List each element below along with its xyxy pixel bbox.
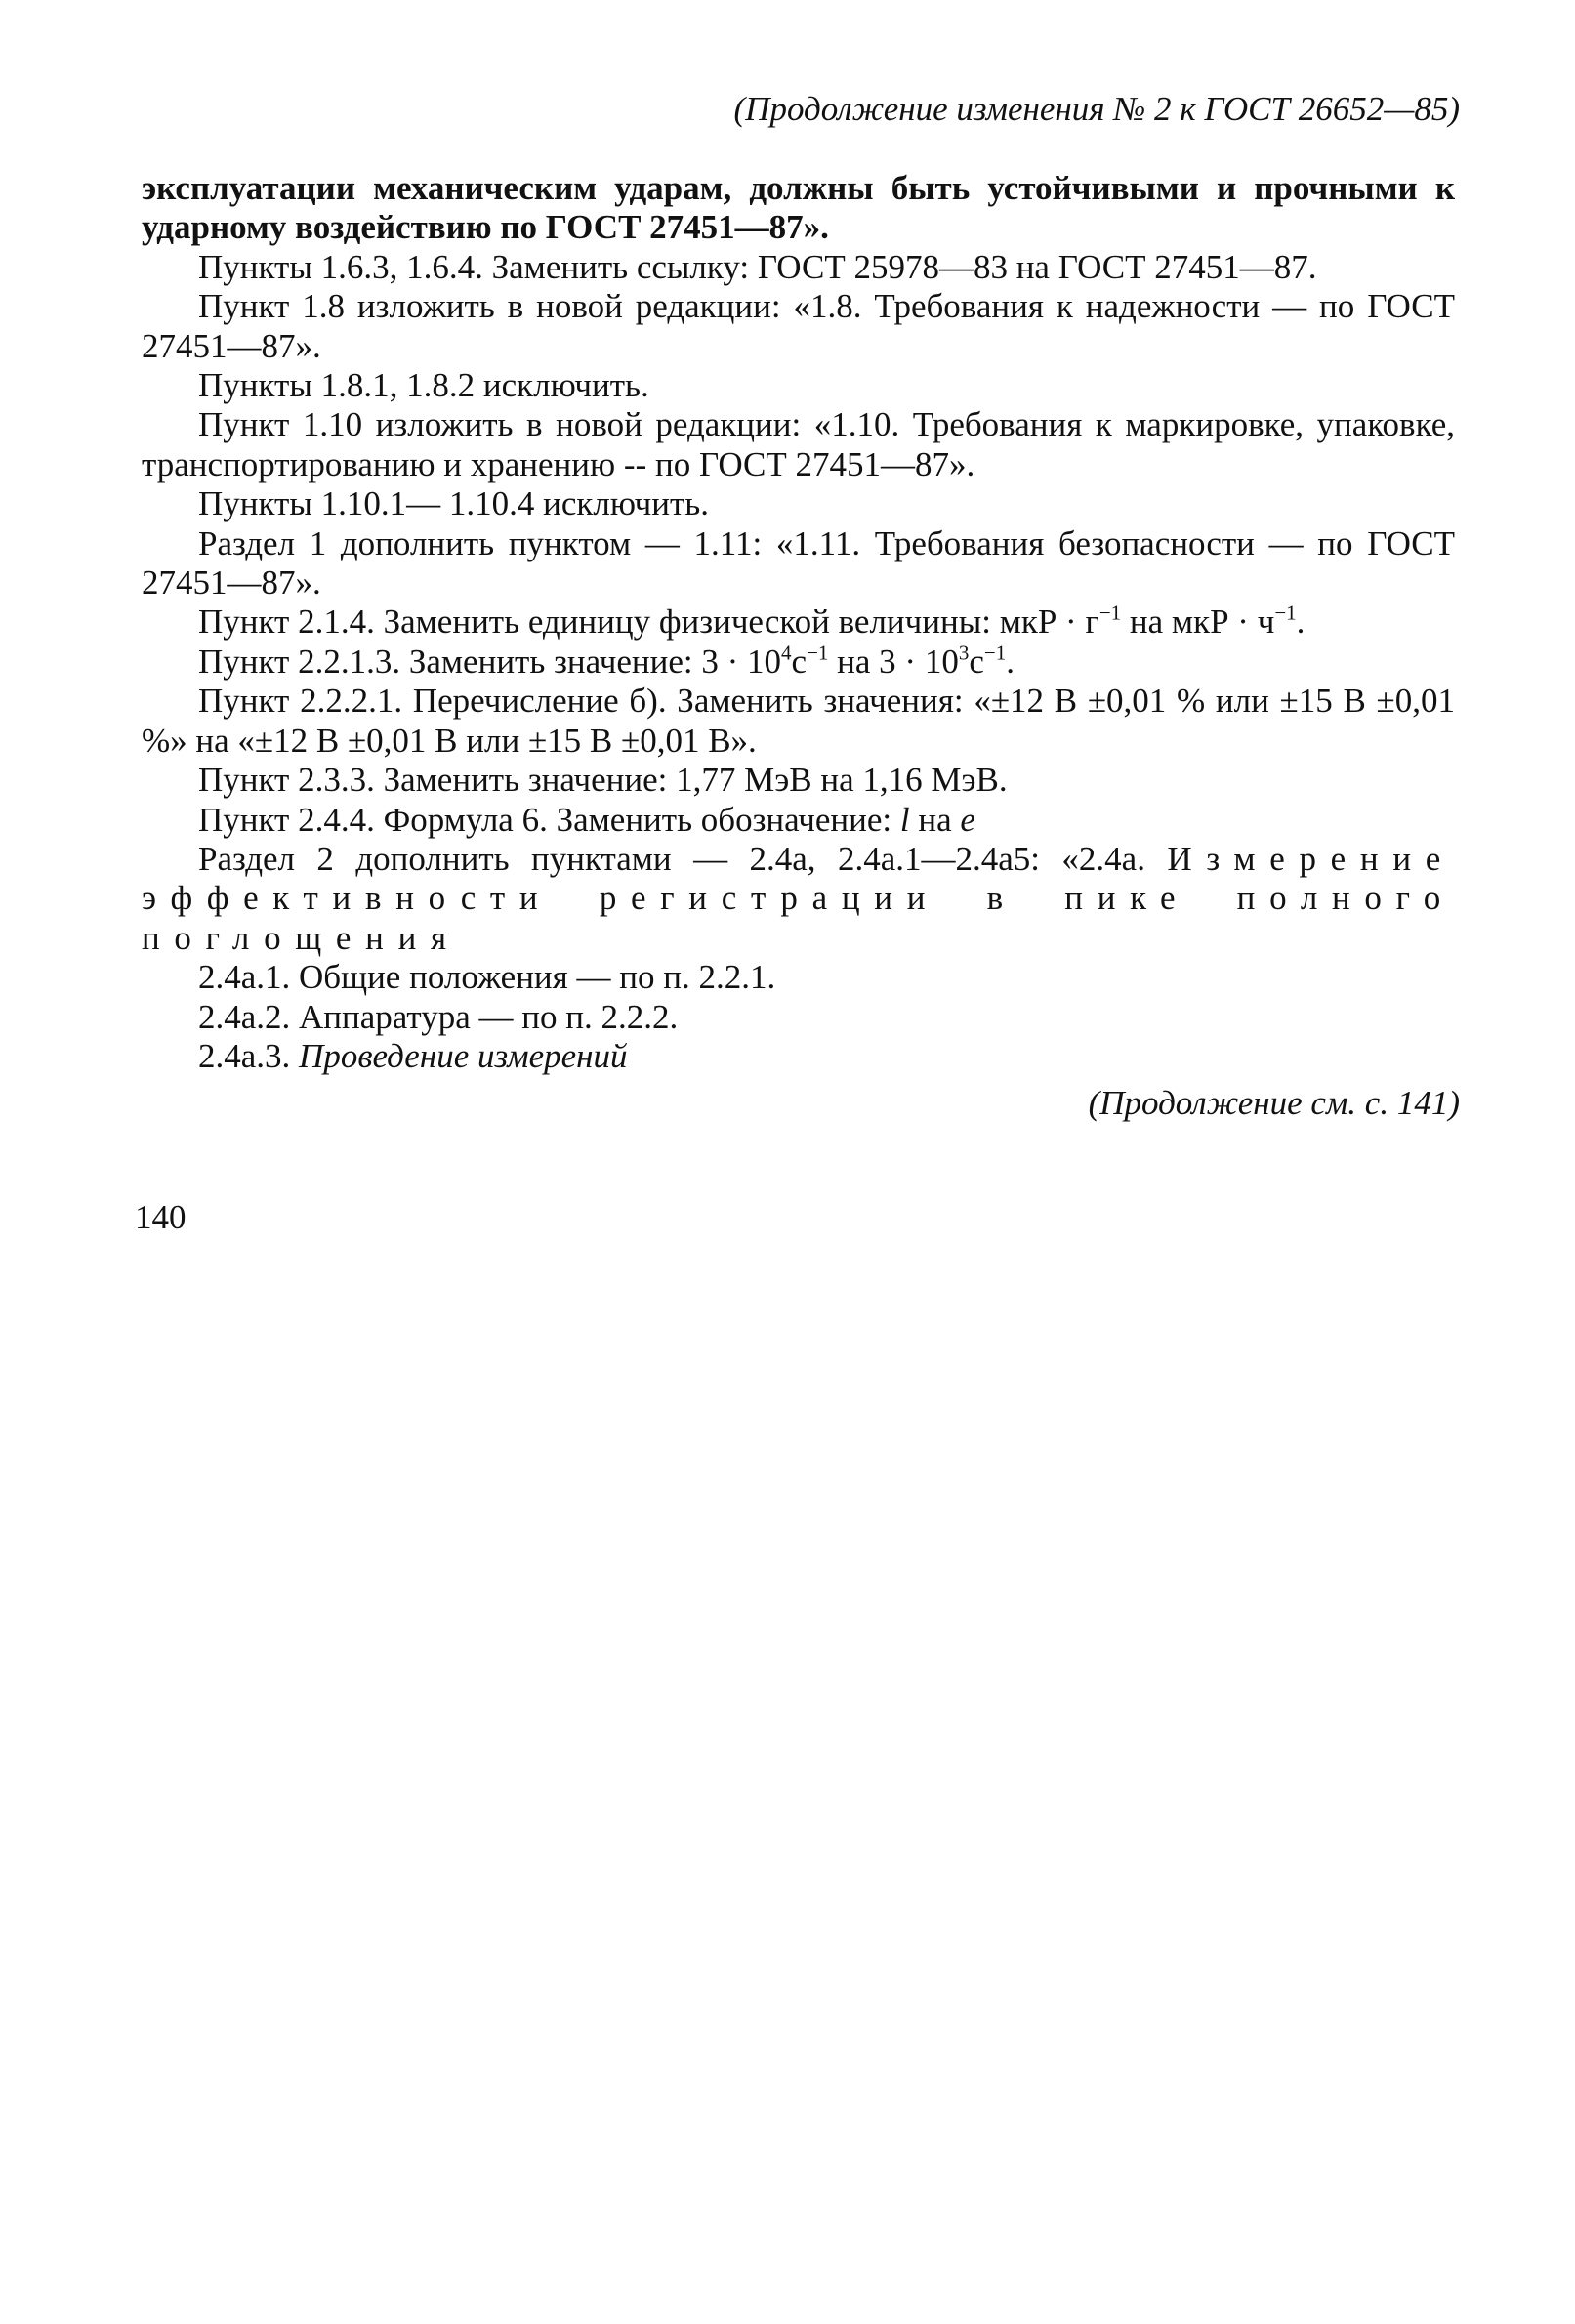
p09-text-mid-2: на 3 · 10: [828, 642, 959, 681]
p09-text-post: .: [1006, 642, 1015, 681]
p09-superscript-3: 3: [958, 641, 970, 665]
page-number: 140: [135, 1198, 187, 1236]
p09-superscript-4: −1: [983, 641, 1007, 665]
p09-superscript-1: 4: [781, 641, 792, 665]
p09-text-pre: Пункт 2.2.1.3. Заменить значение: 3 · 10: [198, 642, 782, 681]
paragraph-1-6-3: Пункты 1.6.3, 1.6.4. Заменить ссылку: ГОСТ 25978—83 на ГОСТ 27451—87.: [198, 247, 1317, 286]
p08-superscript-2: −1: [1274, 601, 1297, 625]
p08-superscript-1: −1: [1098, 601, 1122, 625]
paragraph-section-1-add: Раздел 1 дополнить пунктом — 1.11: «1.11. Требования безопасности — по ГОСТ 27451—87».: [142, 523, 1455, 602]
p16-italic-heading: Проведение измерений: [299, 1036, 628, 1075]
paragraph-2-4a-3: [142, 1037, 1455, 1076]
p16-text-pre: 2.4а.3.: [198, 1036, 300, 1075]
p12-text-pre: Пункт 2.4.4. Формула 6. Заменить обозначение:: [198, 800, 900, 839]
paragraph-2-4a-1: 2.4а.1. Общие положения — по п. 2.2.1.: [198, 958, 776, 997]
paragraph-2-4a-2: 2.4а.2. Аппаратура — по п. 2.2.2.: [198, 997, 679, 1036]
p13-spaced-heading: Измерение эффективности регистрации в пике полного поглощения: [142, 839, 1455, 957]
paragraph-2-2-1-3: [142, 643, 1455, 682]
p13-text-pre: Раздел 2 дополнить пунктами — 2.4а, 2.4а.1—2.4а5: «2.4а.: [198, 839, 1168, 878]
paragraph-2-4-4: [142, 801, 1455, 840]
p12-symbol-l: l: [899, 800, 910, 839]
p08-text-post: .: [1296, 602, 1306, 642]
paragraph-continuation: эксплуатации механическим ударам, должны быть устойчивыми и прочными к ударному воздействию по ГОСТ 27451—87».: [142, 169, 1455, 247]
p09-text-mid-1: с: [791, 642, 808, 681]
p08-text-pre: Пункт 2.1.4. Заменить единицу физической величины: мкР · г: [198, 602, 1099, 642]
p12-text-mid: на: [909, 800, 961, 839]
running-header: (Продолжение изменения № 2 к ГОСТ 26652—85): [733, 90, 1460, 128]
document-body: [142, 169, 1455, 1076]
paragraph-1-8-1: Пункты 1.8.1, 1.8.2 исключить.: [198, 366, 649, 405]
paragraph-2-1-4: [142, 602, 1455, 642]
paragraph-section-2-add: [142, 840, 1455, 958]
p09-superscript-2: −1: [807, 641, 829, 665]
p09-text-mid-3: с: [969, 642, 984, 681]
paragraph-1-8: Пункт 1.8 изложить в новой редакции: «1.8. Требования к надежности — по ГОСТ 27451—87».: [142, 287, 1455, 365]
paragraph-2-3-3: Пункт 2.3.3. Заменить значение: 1,77 МэВ на 1,16 МэВ.: [198, 761, 1008, 800]
paragraph-1-10-1: Пункты 1.10.1— 1.10.4 исключить.: [198, 484, 710, 523]
continuation-note: (Продолжение см. с. 141): [1088, 1084, 1460, 1122]
paragraph-2-2-2-1: Пункт 2.2.2.1. Перечисление б). Заменить значения: «±12 В ±0,01 % или ±15 В ±0,01 %» на «±12 В ±0,01 В или ±15 В ±0,01 В».: [142, 682, 1455, 760]
p12-symbol-e: e: [960, 800, 975, 839]
paragraph-1-10: Пункт 1.10 изложить в новой редакции: «1.10. Требования к маркировке, упаковке, транспортированию и хранению -- по ГОСТ 27451—87».: [142, 405, 1455, 483]
p08-text-mid: на мкР · ч: [1121, 602, 1275, 642]
